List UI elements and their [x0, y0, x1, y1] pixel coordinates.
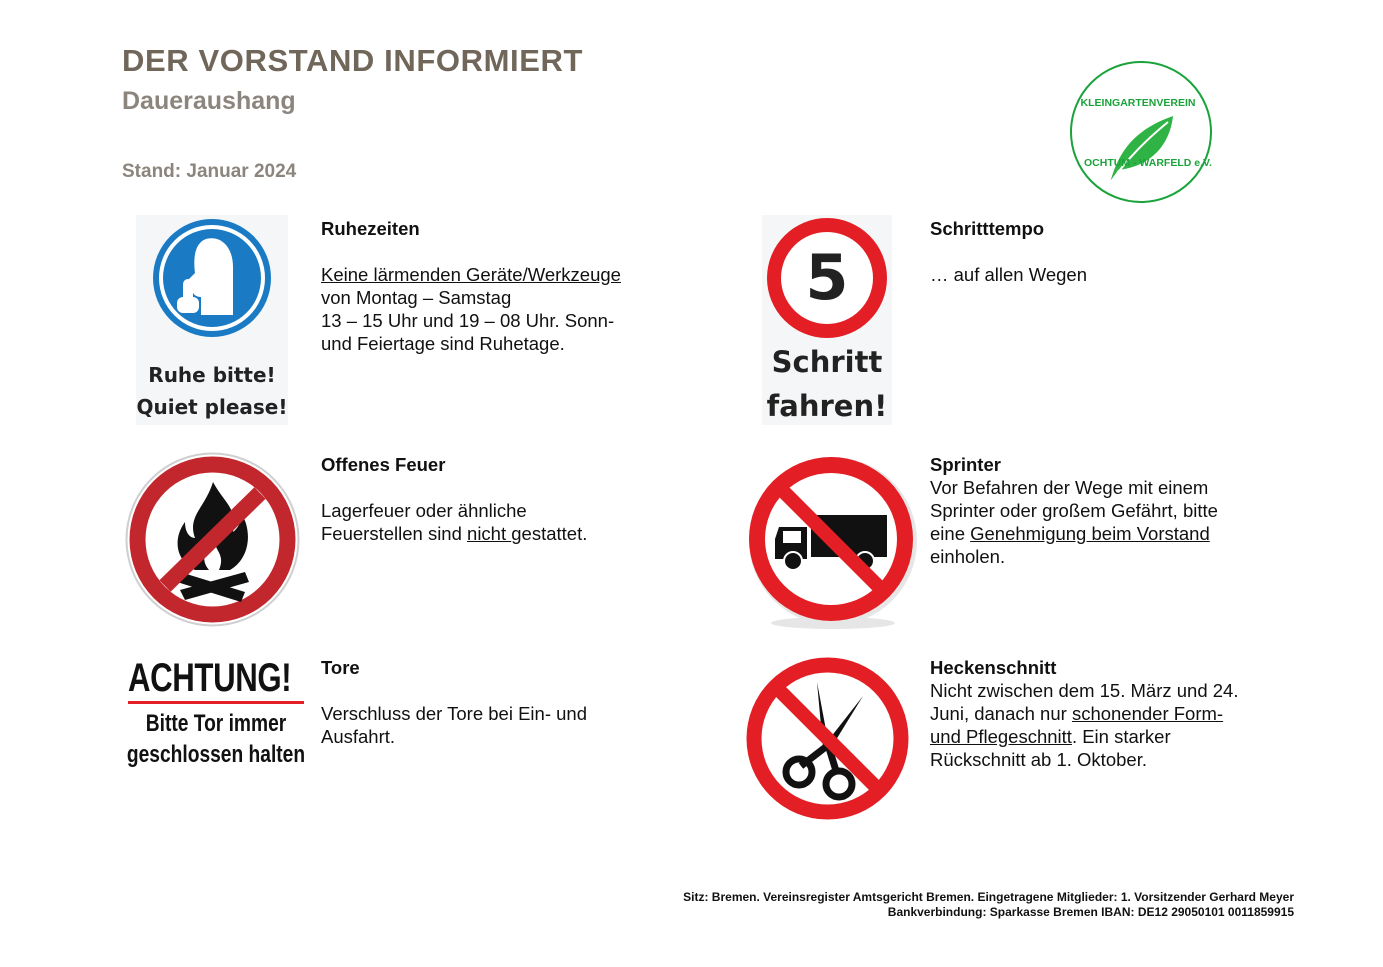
tore-line1: Verschluss der Tore bei Ein- und — [321, 703, 588, 724]
section-title: Heckenschnitt — [930, 657, 1057, 678]
quiet-sign — [136, 215, 288, 425]
page-subtitle: Daueraushang — [122, 87, 296, 115]
section-title: Schritttempo — [930, 218, 1045, 239]
no-scissors-icon — [745, 656, 910, 821]
club-logo — [1058, 58, 1228, 208]
noise-rule: Keine lärmenden Geräte/Werkzeuge — [321, 264, 621, 285]
hecke-care-cut: und Pflegeschnitt — [930, 726, 1072, 747]
hecke-line1: Nicht zwischen dem 15. März und 24. — [930, 680, 1239, 701]
ruhe-line3: 13 – 15 Uhr und 19 – 08 Uhr. Sonn- — [321, 310, 615, 331]
logo-line2: OCHTUM - WARFELD e.V. — [1084, 157, 1212, 169]
footer-bank: Bankverbindung: Sparkasse Bremen IBAN: DE12 29050101 0011859915 — [887, 905, 1294, 919]
feuer-line1: Lagerfeuer oder ähnliche — [321, 500, 527, 521]
silence-icon — [151, 217, 273, 339]
page-title: DER VORSTAND INFORMIERT — [122, 43, 583, 78]
section-title: Offenes Feuer — [321, 454, 446, 475]
feuer-not: nicht — [467, 523, 512, 544]
gate-sign-line1: Bitte Tor immer — [145, 710, 287, 737]
sprinter-permission: Genehmigung beim Vorstand — [970, 523, 1210, 544]
logo-line1: KLEINGARTENVEREIN — [1080, 97, 1196, 109]
quiet-sign-line1: Ruhe bitte! — [148, 363, 276, 387]
hecke-line4: Rückschnitt ab 1. Oktober. — [930, 749, 1147, 770]
walking-speed-sign — [762, 215, 892, 425]
gate-sign-line2: geschlossen halten — [126, 741, 306, 768]
walking-sign-line2: fahren! — [766, 389, 888, 423]
hecke-gentle-cut: schonender Form- — [1071, 703, 1224, 724]
no-fire-icon — [125, 452, 300, 627]
ruhe-line2: von Montag – Samstag — [321, 287, 512, 308]
gate-sign — [122, 656, 310, 776]
section-feuer — [321, 453, 681, 545]
speed-number: 5 — [805, 241, 849, 314]
section-title: Tore — [321, 657, 360, 678]
quiet-sign-line2: Quiet please! — [136, 395, 288, 419]
no-truck-icon — [745, 455, 920, 633]
schritt-text: … auf allen Wegen — [930, 264, 1088, 285]
footer-legal: Sitz: Bremen. Vereinsregister Amtsgericht Bremen. Eingetragene Mitglieder: 1. Vorsitzender Gerhard Meyer — [683, 890, 1294, 904]
tore-line2: Ausfahrt. — [321, 726, 396, 747]
section-title: Ruhezeiten — [321, 218, 420, 239]
feuer-line2-post: gestattet. — [511, 523, 588, 544]
feuer-line2-pre: Feuerstellen sind — [321, 523, 468, 544]
gate-sign-title: ACHTUNG! — [128, 656, 292, 700]
ruhe-line4: und Feiertage sind Ruhetage. — [321, 333, 565, 354]
sprinter-line3-pre: eine — [930, 523, 971, 544]
section-tore — [321, 656, 681, 748]
gate-sign-divider — [128, 701, 304, 704]
stand-date: Stand: Januar 2024 — [122, 161, 297, 182]
hecke-line2-pre: Juni, danach nur — [930, 703, 1072, 724]
section-schritttempo — [930, 217, 1290, 286]
hecke-line3-post: . Ein starker — [1071, 726, 1171, 747]
section-title: Sprinter — [930, 454, 1001, 475]
sprinter-line1: Vor Befahren der Wege mit einem — [930, 477, 1209, 498]
sprinter-line2: Sprinter oder großem Gefährt, bitte — [930, 500, 1218, 521]
section-sprinter — [930, 453, 1290, 568]
section-heckenschnitt — [930, 656, 1290, 771]
section-ruhezeiten — [321, 217, 681, 355]
sprinter-line4: einholen. — [930, 546, 1006, 567]
walking-sign-line1: Schritt — [771, 345, 883, 379]
